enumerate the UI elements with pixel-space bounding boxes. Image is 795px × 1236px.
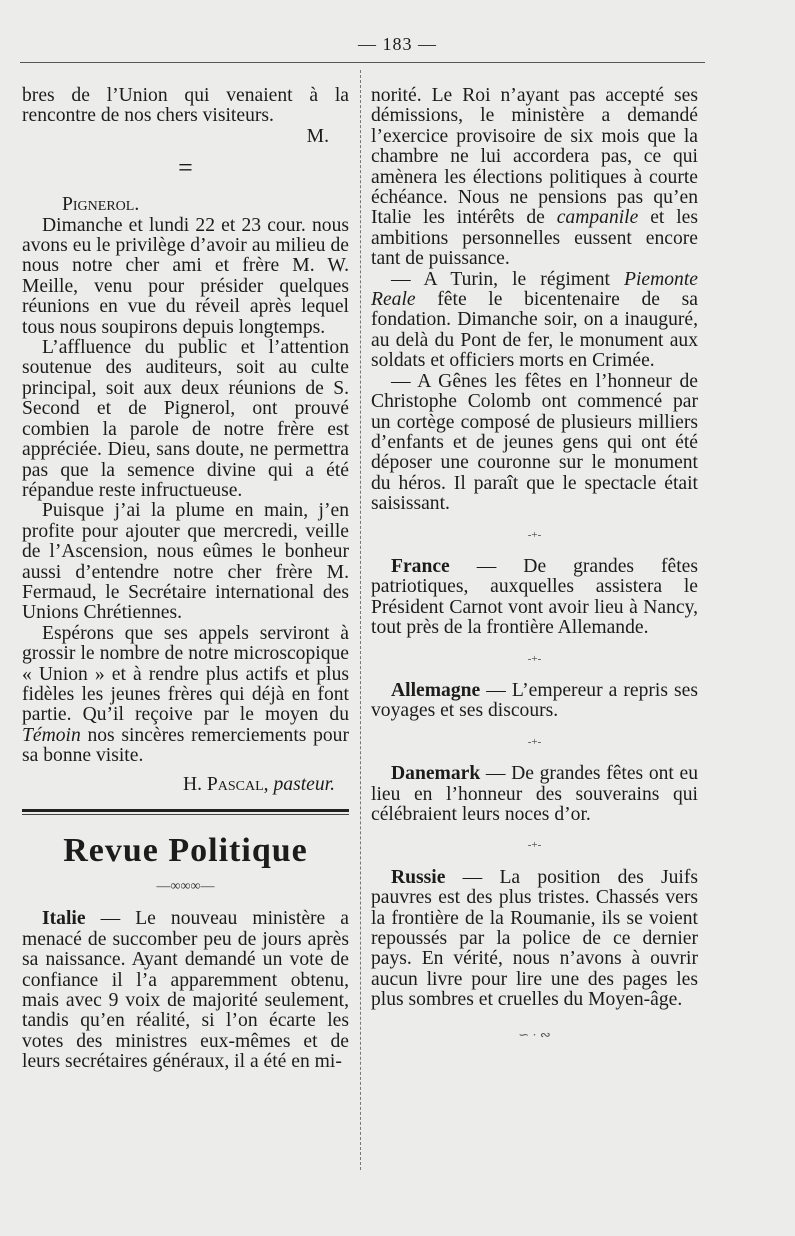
intro-signature: M. [306,125,329,147]
genes-paragraph: — A Gênes les fêtes en l’honneur de Christophe Colomb ont commencé par un cortège composé de plusieurs milliers d’enfants et de jeunes gens qui ont été déposer une couronne sur le monument du héros. Il paraît que le spectacle était saisissant. [371,370,698,515]
danemark-paragraph [371,764,698,825]
italie-continuation-a: norité. Le Roi n’ayant pas accepté ses démissions, le ministère a demandé l’exercice provisoire de six mois que la chambre ne lui accordera pas, ce qui amènera les élections politiques à courte échéance. Nous ne pensions pas qu’en Italie les intérêts de [371,85,698,229]
danemark-text: — De grandes fêtes ont eu lieu en l’honneur des souverains qui célébraient leurs noces d’or. [371,763,698,825]
news-separator-1: -+- [527,528,542,541]
paragraph-union-text-a: Espérons que ses appels serviront à grossir le nombre de notre microscopique « Union » et à rendre plus actifs et plus fidèles les jeunes frères qui déjà en font partie. Qu’il reçoive par le moyen du [22,622,349,726]
france-paragraph [371,557,698,639]
signature-name: H. Pascal, [182,773,274,795]
signature-role: pasteur. [273,773,335,795]
turin-text-b: fête le bicentenaire de sa fondation. Dimanche soir, on a inauguré, au delà du Pont de fer, le monument aux soldats et officiers morts en Crimée. [371,289,698,372]
turin-paragraph [371,270,698,372]
page-number: — 183 — [358,34,437,54]
signature [22,775,349,795]
temoin-title: Témoin [22,724,81,746]
header-rule [20,62,705,63]
allemagne-paragraph [371,681,698,722]
italie-paragraph [22,909,349,1072]
france-label: France [391,555,450,577]
italie-label: Italie [42,908,86,930]
paragraph-meille: Dimanche et lundi 22 et 23 cour. nous avons eu le privilège d’avoir au milieu de nous notre cher ami et frère M. W. Meille, venu pour présider quelques réunions en vue du réveil après lequel tous nous soupirons depuis longtemps. [22,214,349,338]
turin-text-a: — A Turin, le régiment [391,268,624,290]
section-separator: = [178,153,193,183]
regiment-name: Piemonte Reale [371,268,698,311]
paragraph-fermaud: Puisque j’ai la plume en main, j’en profite pour ajouter que mercredi, veille de l’Ascension, nous eûmes le bonheur aussi d’entendre notre cher frère M. Fermaud, le Secrétaire international des Unions Chrétiennes. [22,500,349,624]
news-separator-4: -+- [527,839,542,852]
france-text: — De grandes fêtes patriotiques, auxquelles assistera le Président Carnot vont avoir lieu à Nancy, tout près de la frontière Allemande. [371,555,698,639]
russie-label: Russie [391,866,446,888]
place-heading: Pignerol. [62,194,140,216]
column-divider [360,70,361,1170]
paragraph-union-text-b: nos sincères remerciements pour sa bonne visite. [22,724,349,767]
news-separator-3: -+- [527,735,542,748]
title-ornament: —∞∞∞— [156,879,215,894]
danemark-label: Danemark [391,763,481,785]
italie-continuation-b: et les ambitions personnelles eussent encore tant de puissance. [371,207,698,270]
end-ornament: ∽ · ∾ [518,1026,551,1042]
section-rule [22,809,349,815]
italie-continuation [371,86,698,270]
allemagne-text: — L’empereur a repris ses voyages et ses discours. [371,679,698,722]
paragraph-affluence: L’affluence du public et l’attention soutenue des auditeurs, soit au culte principal, soit aux deux réunions de S. Second et de Pignerol, ont prouvé combien la parole de notre frère est appréciée. Dieu, sans doute, ne permettra pas que la semence divine qui a été répandue reste infructueuse. [22,337,349,501]
intro-paragraph: bres de l’Union qui venaient à la rencontre de nos chers visiteurs. [22,85,349,127]
allemagne-label: Allemagne [391,679,481,701]
campanile-word: campanile [556,207,639,229]
paragraph-union [22,624,349,767]
news-separator-2: -+- [527,652,542,665]
russie-text: — La position des Juifs pauvres est des plus tristes. Chassés vers la frontière de la Roumanie, ils se voient repoussés par la police de ce dernier pays. En vérité, nous n’avons à ouvrir aucun livre pour lire une des pages les plus sombres et cruelles du Moyen-âge. [371,866,698,1011]
left-column [22,86,349,1073]
right-column [371,86,698,1045]
italie-text: — Le nouveau ministère a menacé de succomber peu de jours après sa naissance. Ayant demandé un vote de confiance il l’a apparemment obtenu, mais avec 9 voix de majorité seulement, tandis qu’en réalité, si l’on écarte les votes des ministres eux-mêmes et de leurs secrétaires généraux, il a été en mi- [22,908,349,1073]
russie-paragraph [371,868,698,1011]
section-title: Revue Politique [63,832,308,869]
